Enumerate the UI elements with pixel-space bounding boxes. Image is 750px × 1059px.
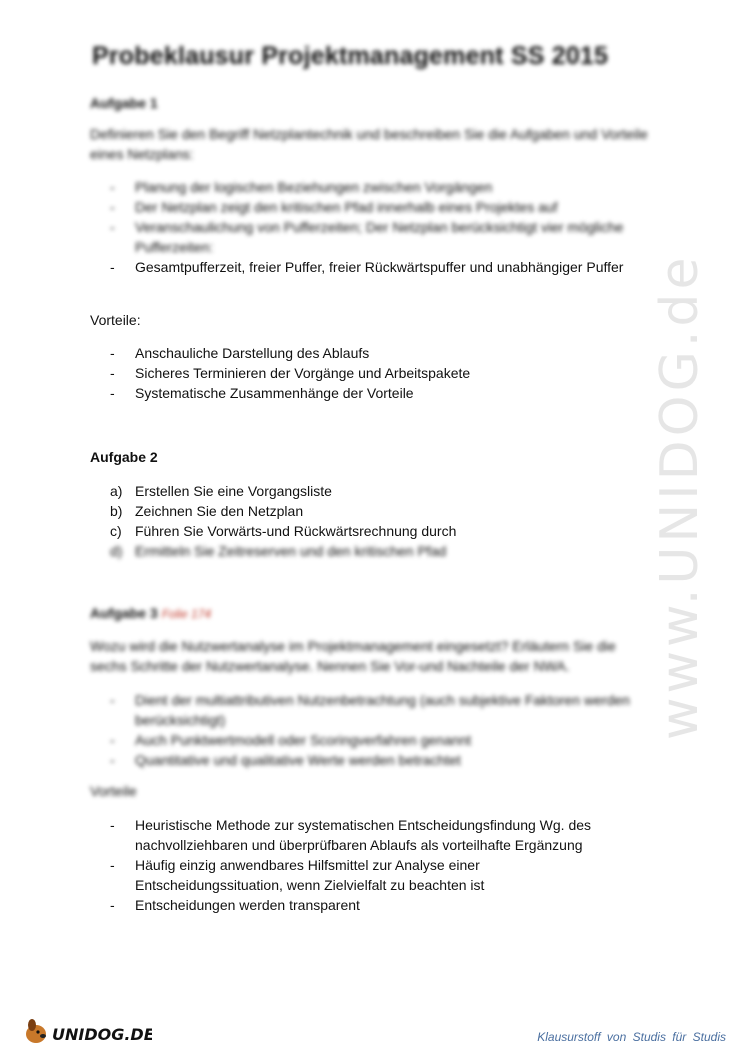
list-item: - Dient der multiattributiven Nutzenbetrachtung (auch subjektive Faktoren werden berücksichtigt): [110, 692, 630, 728]
aufgabe2-list: [110, 481, 630, 561]
page-title: Probeklausur Projektmanagement SS 2015: [92, 42, 609, 70]
list-item: d) Ermitteln Sie Zeitreserven und den kritischen Pfad: [110, 543, 447, 559]
watermark-text: www.UNIDOG.de: [650, 253, 710, 740]
list-item: - Gesamtpufferzeit, freier Puffer, freier Rückwärtspuffer und unabhängiger Puffer: [110, 259, 624, 275]
list-item: - Anschauliche Darstellung des Ablaufs: [110, 345, 370, 361]
list-item: - Systematische Zusammenhänge der Vorteile: [110, 385, 414, 401]
logo-text: UNIDOG.DE: [52, 1025, 152, 1044]
aufgabe1-heading: Aufgabe 1: [90, 95, 158, 111]
list-item: - Entscheidungen werden transparent: [110, 897, 360, 913]
list-item: - Häufig einzig anwendbares Hilfsmittel zur Analyse einer Entscheidungssituation, wenn Zielvielfalt zu beachten ist: [110, 857, 485, 893]
footer-tagline: Klausurstoff von Studis für Studis: [537, 1030, 726, 1044]
aufgabe3-vorteile-list: [110, 815, 630, 915]
unidog-logo[interactable]: [22, 1012, 152, 1048]
list-item: - Heuristische Methode zur systematischen Entscheidungsfindung Wg. des nachvollziehbaren und überprüfbaren Ablaufs als vorteilhafte Ergänzung: [110, 817, 592, 853]
aufgabe1-vorteile-list: [110, 343, 630, 403]
list-item: - Quantitative und qualitative Werte werden betrachtet: [110, 752, 461, 768]
dog-icon: [22, 1012, 152, 1048]
aufgabe3-question: Wozu wird die Nutzwertanalyse im Projektmanagement eingesetzt? Erläutern Sie die sechs Schritte der Nutzwertanalyse. Nennen Sie Vor-und Nachteile der NWA.: [90, 638, 616, 674]
list-item: - Sicheres Terminieren der Vorgänge und Arbeitspakete: [110, 365, 471, 381]
slide-reference: Folie 174: [161, 607, 212, 621]
list-item: - Veranschaulichung von Pufferzeiten; Der Netzplan berücksichtigt vier mögliche Pufferzeiten:: [110, 219, 624, 255]
list-item: a) Erstellen Sie eine Vorgangsliste: [110, 483, 332, 499]
list-item: c) Führen Sie Vorwärts-und Rückwärtsrechnung durch: [110, 523, 457, 539]
aufgabe1-question: Definieren Sie den Begriff Netzplantechnik und beschreiben Sie die Aufgaben und Vorteile eines Netzplans:: [90, 126, 648, 162]
list-item: b) Zeichnen Sie den Netzplan: [110, 503, 304, 519]
aufgabe3-list: [110, 690, 630, 770]
list-item: - Der Netzplan zeigt den kritischen Pfad innerhalb eines Projektes auf: [110, 199, 558, 215]
list-item: - Planung der logischen Beziehungen zwischen Vorgängen: [110, 179, 493, 195]
aufgabe3-vorteile-label: Vorteile: [90, 783, 137, 799]
list-item: - Auch Punktwertmodell oder Scoringverfahren genannt: [110, 732, 472, 748]
aufgabe1-aufgaben-list: [110, 177, 630, 277]
aufgabe2-heading: Aufgabe 2: [90, 449, 158, 465]
aufgabe3-heading: Aufgabe 3 Folie 174: [90, 605, 212, 621]
aufgabe1-vorteile-label: Vorteile:: [90, 312, 141, 328]
